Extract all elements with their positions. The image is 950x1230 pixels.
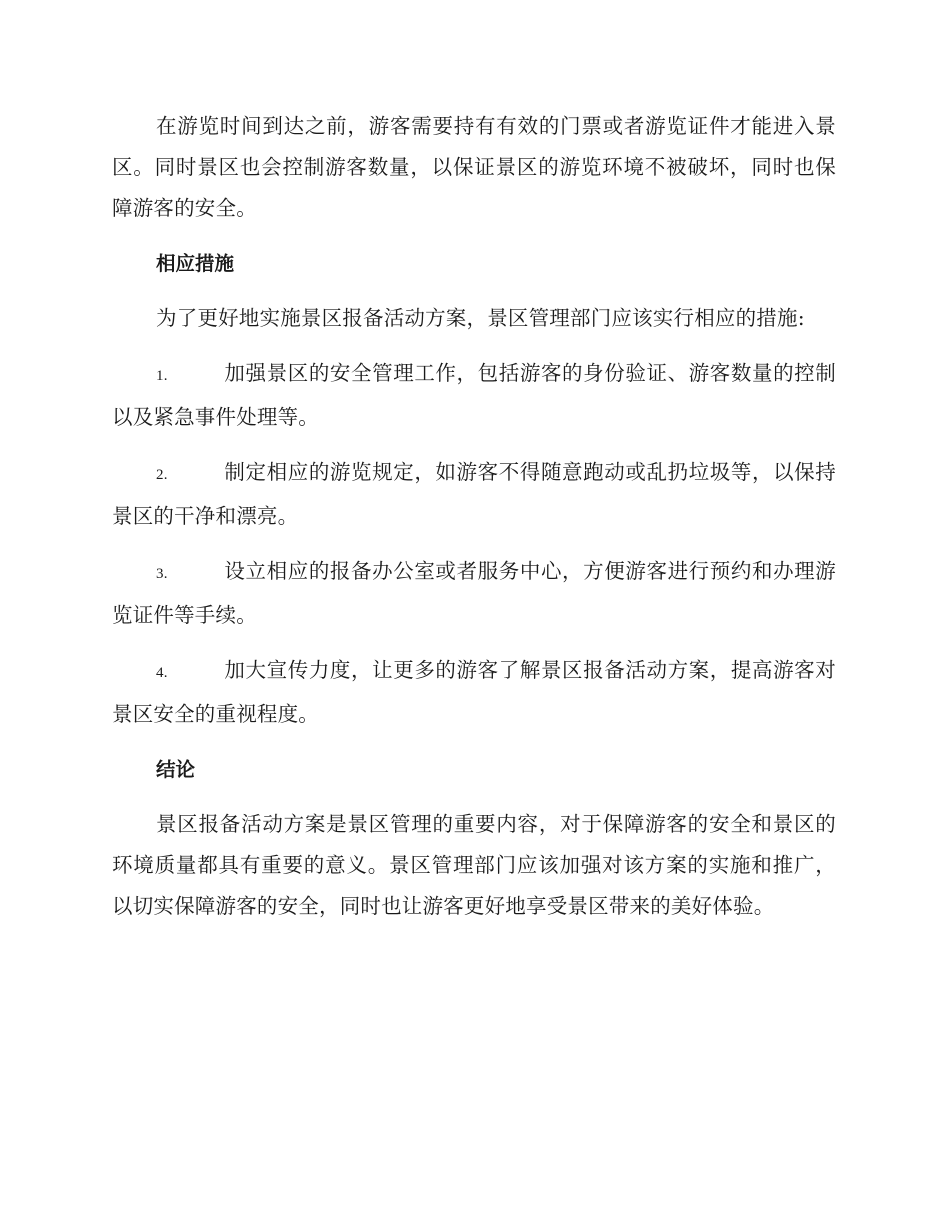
section-heading-conclusion: 结论 [156,758,196,781]
list-item [112,650,836,735]
list-item-text: 加大宣传力度，让更多的游客了解景区报备活动方案，提高游客对景区安全的重视程度。 [112,658,836,726]
list-item-text: 设立相应的报备办公室或者服务中心，方便游客进行预约和办理游览证件等手续。 [112,559,836,627]
list-number: 3. [156,566,168,582]
list-item [112,353,836,438]
list-item-text: 制定相应的游览规定，如游客不得随意跑动或乱扔垃圾等，以保持景区的干净和漂亮。 [112,460,836,528]
intro-paragraph: 在游览时间到达之前，游客需要持有有效的门票或者游览证件才能进入景区。同时景区也会控制游客数量，以保证景区的游览环境不被破坏，同时也保障游客的安全。 [112,114,836,220]
list-item [112,551,836,636]
measures-intro-paragraph: 为了更好地实施景区报备活动方案，景区管理部门应该实行相应的措施: [156,306,805,330]
list-number: 1. [156,368,168,384]
list-number: 2. [156,467,168,483]
list-item-text: 加强景区的安全管理工作，包括游客的身份验证、游客数量的控制以及紧急事件处理等。 [112,361,836,429]
list-item [112,452,836,537]
section-heading-measures: 相应措施 [156,252,235,275]
list-number: 4. [156,665,168,681]
document-page [112,106,836,927]
conclusion-paragraph: 景区报备活动方案是景区管理的重要内容，对于保障游客的安全和景区的环境质量都具有重要的意义。景区管理部门应该加强对该方案的实施和推广，以切实保障游客的安全，同时也让游客更好地享受景区带来的美好体验。 [112,812,836,918]
